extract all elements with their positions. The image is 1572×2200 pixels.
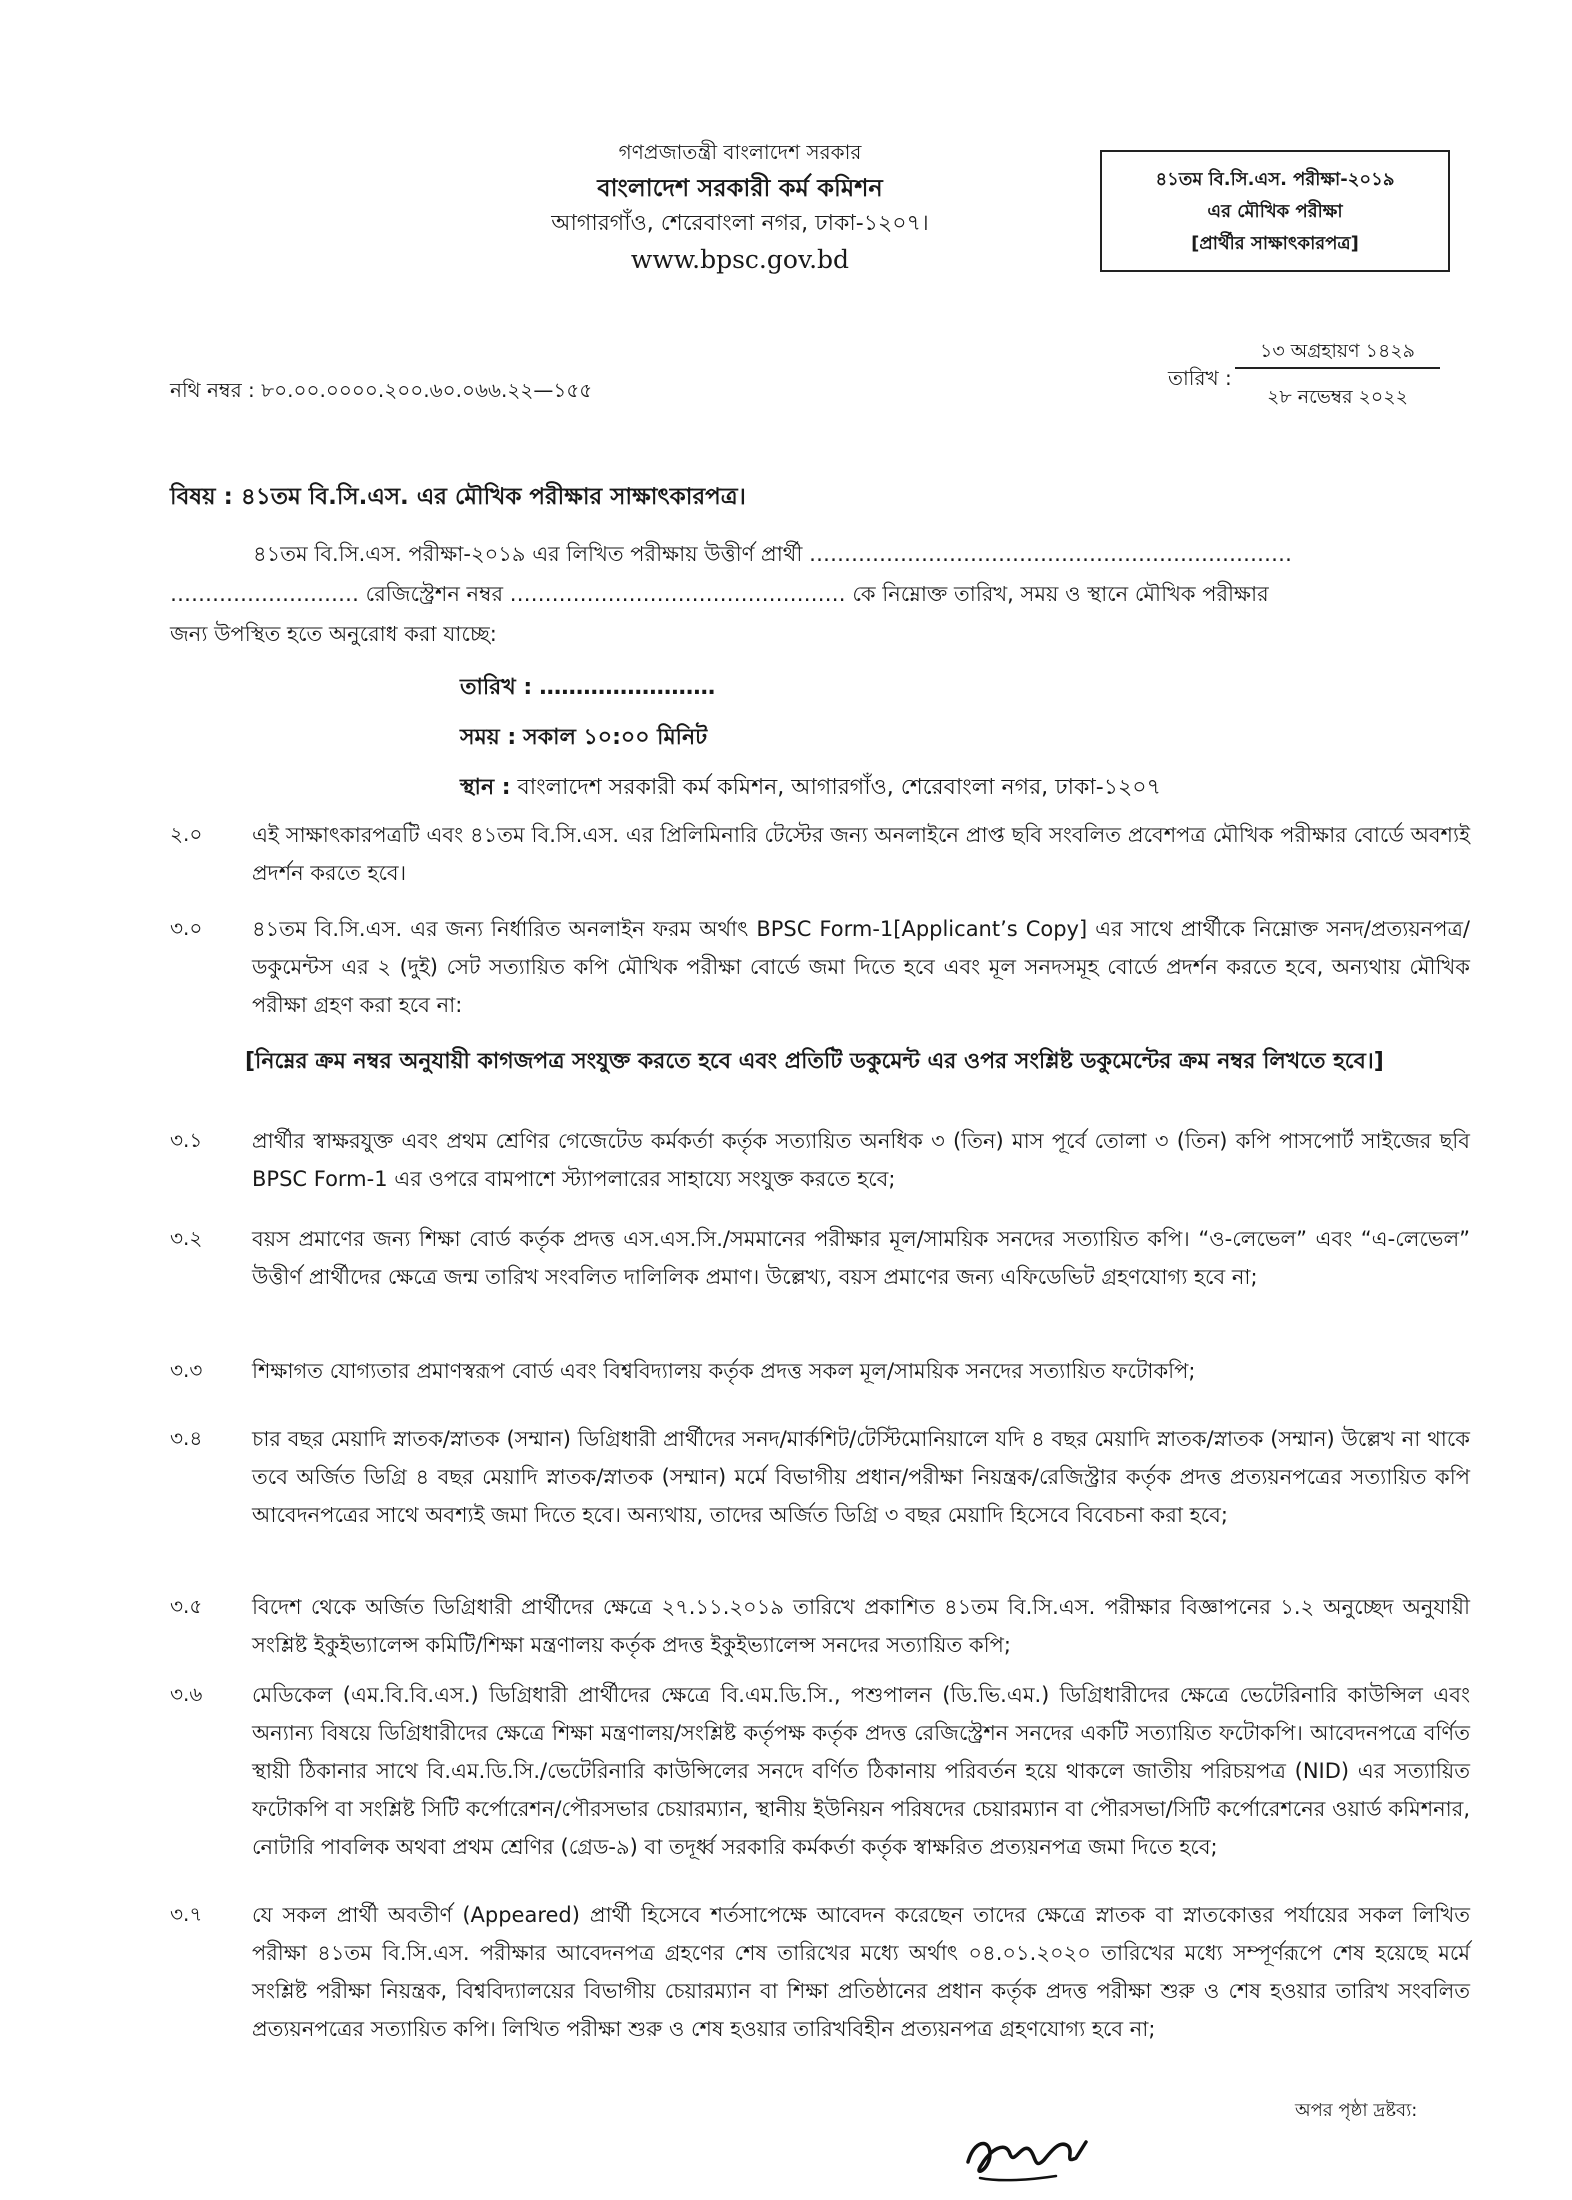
item-text: প্রার্থীর স্বাক্ষরযুক্ত এবং প্রথম শ্রেণির গেজেটেড কর্মকর্তা কর্তৃক সত্যায়িত অনধিক ৩ (তিন) মাস পূর্বে তোলা ৩ (তিন) কপি পাসপোর্ট সাইজের ছবি BPSC Form-1 এর ওপরে বামপাশে স্ট্যাপলারের সাহায্যে সংযুক্ত করতে হবে; [252, 1129, 1470, 1191]
schedule-date [460, 672, 715, 704]
list-item [170, 1122, 1470, 1198]
item-number: ৩.৫ [170, 1594, 203, 1618]
intro-line-3: জন্য উপস্থিত হতে অনুরোধ করা যাচ্ছে: [170, 622, 497, 646]
intro-line-1: ৪১তম বি.সি.এস. পরীক্ষা-২০১৯ এর লিখিত পরীক্ষায় উত্তীর্ণ প্রার্থী …………………………………………………………… [253, 542, 1293, 566]
schedule-place-label: স্থান : [460, 775, 511, 800]
list-item [170, 1676, 1470, 1866]
item-number: ৩.৭ [170, 1902, 203, 1926]
item-number: ৩.৪ [170, 1426, 203, 1450]
schedule-place [460, 772, 1161, 804]
schedule-time-label: সময় : [460, 725, 517, 750]
letterhead [500, 134, 980, 278]
list-item [170, 1352, 1470, 1390]
schedule-date-label: তারিখ : [460, 675, 533, 700]
date-bangla: ১৩ অগ্রহায়ণ ১৪২৯ [1235, 338, 1440, 369]
list-item [170, 1420, 1470, 1534]
item-number: ৩.৬ [170, 1682, 203, 1706]
schedule-place-value: বাংলাদেশ সরকারী কর্ম কমিশন, আগারগাঁও, শেরেবাংলা নগর, ঢাকা-১২০৭ [517, 775, 1161, 800]
government-name: গণপ্রজাতন্ত্রী বাংলাদেশ সরকার [618, 140, 862, 164]
subject-label: বিষয় : [170, 484, 233, 510]
exam-box-line2: এর মৌখিক পরীক্ষা [1207, 201, 1343, 222]
memo-label: নথি নম্বর : [170, 378, 255, 402]
list-item [170, 1588, 1470, 1664]
commission-address: আগারগাঁও, শেরেবাংলা নগর, ঢাকা-১২০৭। [551, 211, 929, 236]
list-item [170, 1220, 1470, 1296]
memo-number: ৮০.০০.০০০০.২০০.৬০.০৬৬.২২—১৫৫ [261, 378, 593, 402]
schedule-date-value: …………………… [539, 675, 716, 700]
signature [960, 2120, 1120, 2190]
list-item [170, 910, 1470, 1024]
item-number: ৩.২ [170, 1226, 203, 1250]
intro-line-2: ……………………… রেজিস্ট্রেশন নম্বর ………………………………………… কে নিম্নোক্ত তারিখ, সময় ও স্থানে মৌখিক পরীক্ষার [170, 582, 1269, 606]
list-item [170, 1896, 1470, 2048]
item-text: মেডিকেল (এম.বি.বি.এস.) ডিগ্রিধারী প্রার্থীদের ক্ষেত্রে বি.এম.ডি.সি., পশুপালন (ডি.ভি.এম.) ডিগ্রিধারীদের ক্ষেত্রে ভেটেরিনারি কাউন্সিল এবং অন্যান্য বিষয়ে ডিগ্রিধারীদের ক্ষেত্রে শিক্ষা মন্ত্রণালয়/সংশ্লিষ্ট কর্তৃপক্ষ কর্তৃক প্রদত্ত রেজিস্ট্রেশন সনদের একটি সত্যায়িত ফটোকপি। আবেদনপত্রে বর্ণিত স্থায়ী ঠিকানার সাথে বি.এম.ডি.সি./ভেটেরিনারি কাউন্সিলের সনদে বর্ণিত ঠিকানায় পরিবর্তন হয়ে থাকলে জাতীয় পরিচয়পত্র (NID) এর সত্যায়িত ফটোকপি বা সংশ্লিষ্ট সিটি কর্পোরেশন/পৌরসভার চেয়ারম্যান, স্থানীয় ইউনিয়ন পরিষদের চেয়ারম্যান বা পৌরসভা/সিটি কর্পোরেশনের ওয়ার্ড কমিশনার, নোটারি পাবলিক অথবা প্রথম শ্রেণির (গ্রেড-৯) বা তদূর্ধ্ব সরকারি কর্মকর্তা কর্তৃক স্বাক্ষরিত প্রত্যয়নপত্র জমা দিতে হবে; [252, 1683, 1470, 1859]
item-text: বয়স প্রমাণের জন্য শিক্ষা বোর্ড কর্তৃক প্রদত্ত এস.এস.সি./সমমানের পরীক্ষার মূল/সাময়িক সনদের সত্যায়িত কপি। “ও-লেভেল” এবং “এ-লেভেল” উত্তীর্ণ প্রার্থীদের ক্ষেত্রে জন্ম তারিখ সংবলিত দালিলিক প্রমাণ। উল্লেখ্য, বয়স প্রমাণের জন্য এফিডেভিট গ্রহণযোগ্য হবে না; [252, 1227, 1470, 1289]
subject-text: ৪১তম বি.সি.এস. এর মৌখিক পরীক্ষার সাক্ষাৎকারপত্র। [240, 484, 746, 510]
list-item [170, 816, 1470, 892]
subject-line [170, 481, 746, 514]
instruction-note: [নিম্নের ক্রম নম্বর অনুযায়ী কাগজপত্র সংযুক্ত করতে হবে এবং প্রতিটি ডকুমেন্ট এর ওপর সংশ্লিষ্ট ডকুমেন্টের ক্রম নম্বর লিখতে হবে।] [245, 1049, 1384, 1074]
exam-info-box [1100, 150, 1450, 272]
item-number: ২.০ [170, 822, 203, 846]
intro-paragraph [170, 534, 1470, 654]
schedule-time-value: সকাল ১০:০০ মিনিট [523, 725, 708, 750]
item-text: এই সাক্ষাৎকারপত্রটি এবং ৪১তম বি.সি.এস. এর প্রিলিমিনারি টেস্টের জন্য অনলাইনে প্রাপ্ত ছবি সংবলিত প্রবেশপত্র মৌখিক পরীক্ষার বোর্ডে অবশ্যই প্রদর্শন করতে হবে। [252, 823, 1470, 885]
continued-note: অপর পৃষ্ঠা দ্রষ্টব্য: [1295, 2100, 1418, 2121]
item-text: যে সকল প্রার্থী অবতীর্ণ (Appeared) প্রার্থী হিসেবে শর্তসাপেক্ষে আবেদন করেছেন তাদের ক্ষেত্রে স্নাতক বা স্নাতকোত্তর পর্যায়ের সকল লিখিত পরীক্ষা ৪১তম বি.সি.এস. পরীক্ষার আবেদনপত্র গ্রহণের শেষ তারিখের মধ্যে অর্থাৎ ০৪.০১.২০২০ তারিখের মধ্যে সম্পূর্ণরূপে শেষ হয়েছে মর্মে সংশ্লিষ্ট পরীক্ষা নিয়ন্ত্রক, বিশ্ববিদ্যালয়ের বিভাগীয় চেয়ারম্যান বা শিক্ষা প্রতিষ্ঠানের প্রধান কর্তৃক প্রদত্ত পরীক্ষা শুরু ও শেষ হওয়ার তারিখ সংবলিত প্রত্যয়নপত্রের সত্যায়িত কপি। লিখিত পরীক্ষা শুরু ও শেষ হওয়ার তারিখবিহীন প্রত্যয়নপত্র গ্রহণযোগ্য হবে না; [252, 1903, 1470, 2041]
item-text: ৪১তম বি.সি.এস. এর জন্য নির্ধারিত অনলাইন ফরম অর্থাৎ BPSC Form-1[Applicant’s Copy] এর সাথে প্রার্থীকে নিম্নোক্ত সনদ/প্রত্যয়নপত্র/ডকুমেন্টস এর ২ (দুই) সেট সত্যায়িত কপি মৌখিক পরীক্ষা বোর্ডে জমা দিতে হবে এবং মূল সনদসমূহ বোর্ডে প্রদর্শন করতে হবে, অন্যথায় মৌখিক পরীক্ষা গ্রহণ করা হবে না: [252, 917, 1470, 1017]
item-text: চার বছর মেয়াদি স্নাতক/স্নাতক (সম্মান) ডিগ্রিধারী প্রার্থীদের সনদ/মার্কশিট/টেস্টিমোনিয়ালে যদি ৪ বছর মেয়াদি স্নাতক/স্নাতক (সম্মান) উল্লেখ না থাকে তবে অর্জিত ডিগ্রি ৪ বছর মেয়াদি স্নাতক/স্নাতক (সম্মান) মর্মে বিভাগীয় প্রধান/পরীক্ষা নিয়ন্ত্রক/রেজিস্ট্রার কর্তৃক প্রদত্ত প্রত্যয়নপত্রের সত্যায়িত কপি আবেদনপত্রের সাথে অবশ্যই জমা দিতে হবে। অন্যথায়, তাদের অর্জিত ডিগ্রি ৩ বছর মেয়াদি হিসেবে বিবেচনা করা হবে; [252, 1427, 1470, 1527]
item-number: ৩.১ [170, 1128, 203, 1152]
schedule-time [460, 722, 707, 754]
memo-number-line [170, 376, 592, 405]
item-text: বিদেশ থেকে অর্জিত ডিগ্রিধারী প্রার্থীদের ক্ষেত্রে ২৭.১১.২০১৯ তারিখে প্রকাশিত ৪১তম বি.সি.এস. পরীক্ষার বিজ্ঞাপনের ১.২ অনুচ্ছেদ অনুযায়ী সংশ্লিষ্ট ইকুইভ্যালেন্স কমিটি/শিক্ষা মন্ত্রণালয় কর্তৃক প্রদত্ত ইকুইভ্যালেন্স সনদের সত্যায়িত কপি; [252, 1595, 1470, 1657]
exam-box-line3: [প্রার্থীর সাক্ষাৎকারপত্র] [1191, 233, 1359, 254]
commission-name: বাংলাদেশ সরকারী কর্ম কমিশন [597, 174, 883, 202]
item-number: ৩.৩ [170, 1358, 203, 1382]
item-text: শিক্ষাগত যোগ্যতার প্রমাণস্বরূপ বোর্ড এবং বিশ্ববিদ্যালয় কর্তৃক প্রদত্ত সকল মূল/সাময়িক সনদের সত্যায়িত ফটোকপি; [252, 1359, 1196, 1383]
exam-box-line1: ৪১তম বি.সি.এস. পরীক্ষা-২০১৯ [1155, 169, 1395, 190]
item-number: ৩.০ [170, 916, 203, 940]
date-english: ২৮ নভেম্বর ২০২২ [1267, 386, 1408, 408]
commission-website: www.bpsc.gov.bd [630, 245, 850, 274]
date-label: তারিখ : [1168, 366, 1232, 390]
